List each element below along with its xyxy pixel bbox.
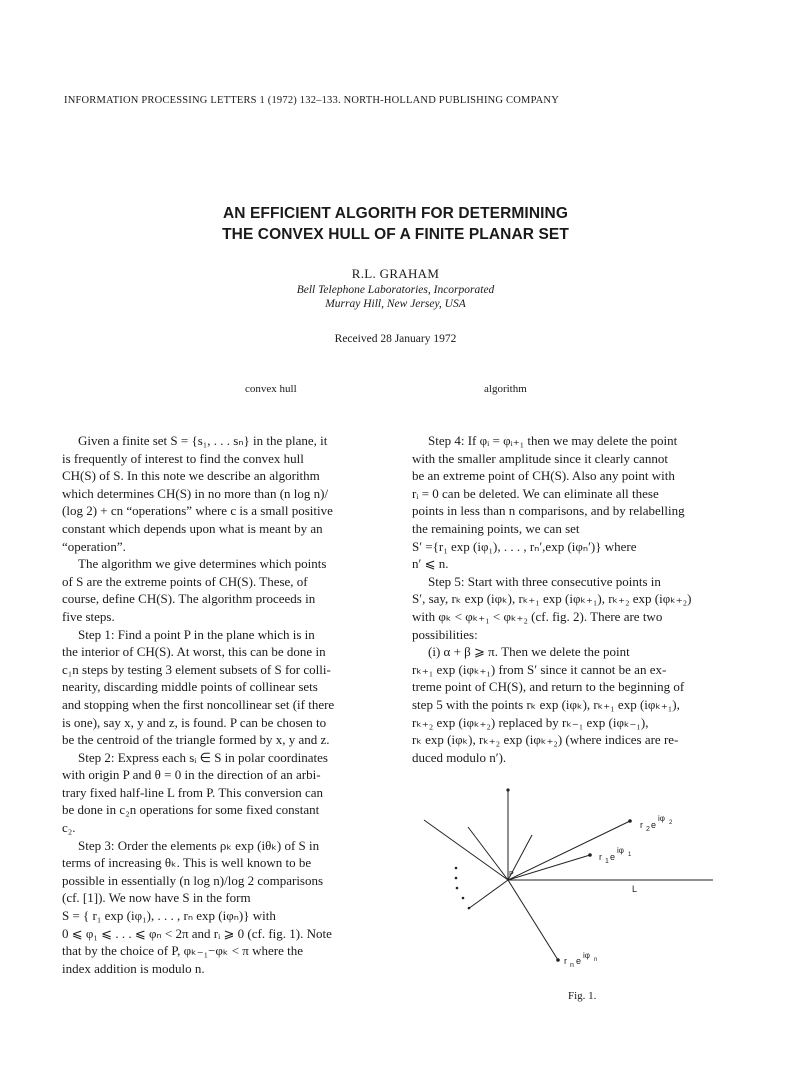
text-line: 0 ⩽ φ₁ ⩽ . . . ⩽ φₙ < 2π and rᵢ ⩾ 0 (cf. fig. 1). Note	[62, 925, 332, 941]
label-r1-e: e	[610, 852, 616, 862]
left-column	[62, 432, 374, 977]
label-r2	[640, 814, 673, 833]
point-dot-2	[455, 877, 458, 880]
text-line: terms of increasing θₖ. This is well known to be	[62, 855, 312, 871]
possibility-i-line: (i) α + β ⩾ π. Then we delete the point	[428, 644, 630, 660]
text-line: trary fixed half-line L from P. This conversion can	[62, 784, 324, 800]
point-dot-5	[468, 907, 471, 910]
text-line: (cf. [1]). We now have S in the form	[62, 890, 251, 906]
label-rn-sub: n	[570, 962, 574, 969]
ray-lower-left	[468, 880, 508, 909]
label-rn	[564, 951, 597, 969]
received-date: Received 28 January 1972	[334, 333, 457, 345]
step-1-line: Step 1: Find a point P in the plane which is in	[78, 626, 315, 642]
label-r2-sub: 2	[646, 826, 650, 833]
label-r1-supsub: 1	[628, 852, 632, 858]
ray-to-r2	[508, 821, 630, 880]
step-3-line: Step 3: Order the elements ρₖ exp (iθₖ) of S in	[78, 837, 320, 853]
title-line-2: THE CONVEX HULL OF A FINITE PLANAR SET	[222, 226, 569, 243]
figure-1-diagram	[408, 780, 738, 1010]
label-r2-sup: iφ	[658, 814, 665, 823]
text-line: c₂.	[62, 820, 76, 836]
text-line: the remaining points, we can set	[412, 520, 580, 536]
text-line: five steps.	[62, 608, 115, 624]
label-rn-supsub: n	[594, 957, 598, 963]
text-line: (log 2) + cn “operations” where c is a small positive	[62, 503, 333, 519]
text-line: Given a finite set S = {s₁, . . . sₙ} in the plane, it	[78, 433, 328, 448]
keyword-algorithm: algorithm	[484, 383, 527, 395]
affiliation-line-1: Bell Telephone Laboratories, Incorporated	[296, 284, 495, 296]
text-line: points in less than n comparisons, and by relabelling	[412, 503, 685, 519]
keyword-convex-hull: convex hull	[245, 383, 297, 395]
text-line: constant which depends upon what is meant by an	[62, 520, 323, 536]
point-top	[506, 788, 509, 791]
label-P: P	[509, 871, 514, 878]
text-line: S = { r₁ exp (iφ₁), . . . , rₙ exp (iφₙ)} with	[62, 908, 276, 924]
label-L: L	[632, 884, 638, 894]
text-line: be the centroid of the triangle formed by x, y and z.	[62, 732, 330, 748]
article-title	[0, 203, 791, 245]
label-r1-base: r	[599, 852, 602, 862]
label-r1-sup: iφ	[617, 846, 624, 855]
text-line: nearity, discarding middle points of collinear sets	[62, 679, 318, 695]
text-line: S′, say, rₖ exp (iφₖ), rₖ₊₁ exp (iφₖ₊₁), rₖ₊₂ exp (iφₖ₊₂)	[412, 591, 692, 607]
title-line-1: AN EFFICIENT ALGORITH FOR DETERMINING	[223, 205, 568, 222]
text-line: is one), say x, y and z, is found. P can be chosen to	[62, 714, 327, 730]
point-dot-1	[455, 867, 458, 870]
right-column	[412, 432, 732, 766]
text-line: rₖ₊₂ exp (iφₖ₊₂) replaced by rₖ₋₁ exp (iφₖ₋₁),	[412, 714, 649, 730]
label-rn-e: e	[576, 956, 582, 966]
point-r2	[628, 819, 632, 823]
label-r2-base: r	[640, 820, 643, 830]
text-line: with φₖ < φₖ₊₁ < φₖ₊₂ (cf. fig. 2). There are two	[412, 608, 663, 624]
text-line: be done in c₂n operations for some fixed constant	[62, 802, 320, 818]
text-line: be an extreme point of CH(S). Also any point with	[412, 468, 675, 484]
figure-caption: Fig. 1.	[568, 990, 597, 1002]
ray-to-rn	[508, 880, 558, 960]
text-line: rₖ₊₁ exp (iφₖ₊₁) from S′ since it cannot be an ex-	[412, 661, 667, 677]
text-line: S′ ={r₁ exp (iφ₁), . . . , rₙ′,exp (iφₙ′)} where	[412, 538, 637, 554]
text-line: with the smaller amplitude since it clearly cannot	[412, 450, 668, 466]
text-line: The algorithm we give determines which points	[78, 556, 327, 572]
step-2-line: Step 2: Express each sᵢ ∈ S in polar coordinates	[78, 749, 328, 765]
text-line: with origin P and θ = 0 in the direction of an arbi-	[62, 767, 321, 783]
text-line: “operation”.	[62, 538, 126, 554]
ray-upper-left	[424, 820, 508, 880]
text-line: c₁n steps by testing 3 element subsets of S for colli-	[62, 661, 331, 677]
text-line: possible in essentially (n log n)/log 2 comparisons	[62, 872, 324, 888]
text-line: is frequently of interest to find the convex hull	[62, 450, 304, 466]
text-line: and stopping when the first noncollinear set (if there	[62, 696, 335, 712]
text-line: course, define CH(S). The algorithm proceeds in	[62, 591, 316, 607]
point-rn	[556, 958, 560, 962]
point-dot-4	[462, 897, 465, 900]
text-line: which determines CH(S) in no more than (n log n)/	[62, 485, 329, 501]
text-line: the interior of CH(S). At worst, this can be done in	[62, 644, 326, 660]
point-r1	[588, 853, 592, 857]
text-line: treme point of CH(S), and return to the beginning of	[412, 679, 685, 695]
step-5-line: Step 5: Start with three consecutive points in	[428, 573, 661, 589]
text-line: n′ ⩽ n.	[412, 556, 449, 572]
ray-to-r1	[508, 855, 590, 880]
text-line: index addition is modulo n.	[62, 960, 205, 976]
step-4-line: Step 4: If φᵢ = φᵢ₊₁ then we may delete the point	[428, 433, 678, 448]
journal-header: INFORMATION PROCESSING LETTERS 1 (1972) 132–133. NORTH-HOLLAND PUBLISHING COMPANY	[64, 95, 559, 106]
affiliation-line-2: Murray Hill, New Jersey, USA	[325, 298, 466, 310]
text-line: duced modulo n′).	[412, 749, 507, 765]
point-dot-3	[456, 887, 459, 890]
author-name: R.L. GRAHAM	[351, 266, 440, 281]
text-line: possibilities:	[412, 626, 478, 642]
text-line: step 5 with the points rₖ exp (iφₖ), rₖ₊₁ exp (iφₖ₊₁),	[412, 696, 680, 712]
label-r1	[599, 846, 632, 865]
label-rn-base: r	[564, 956, 567, 966]
label-r2-e: e	[651, 820, 657, 830]
text-line: of S are the extreme points of CH(S). These, of	[62, 573, 308, 589]
author-affiliation	[0, 283, 791, 311]
text-line: rₖ exp (iφₖ), rₖ₊₂ exp (iφₖ₊₂) (where indices are re-	[412, 732, 679, 748]
text-line: rᵢ = 0 can be deleted. We can eliminate all these	[412, 485, 659, 501]
text-line: that by the choice of P, φₖ₋₁−φₖ < π where the	[62, 943, 304, 959]
label-r2-supsub: 2	[669, 820, 673, 826]
label-r1-sub: 1	[605, 858, 609, 865]
text-line: CH(S) of S. In this note we describe an algorithm	[62, 468, 320, 484]
ray-short-1	[468, 827, 508, 880]
label-rn-sup: iφ	[583, 951, 590, 960]
